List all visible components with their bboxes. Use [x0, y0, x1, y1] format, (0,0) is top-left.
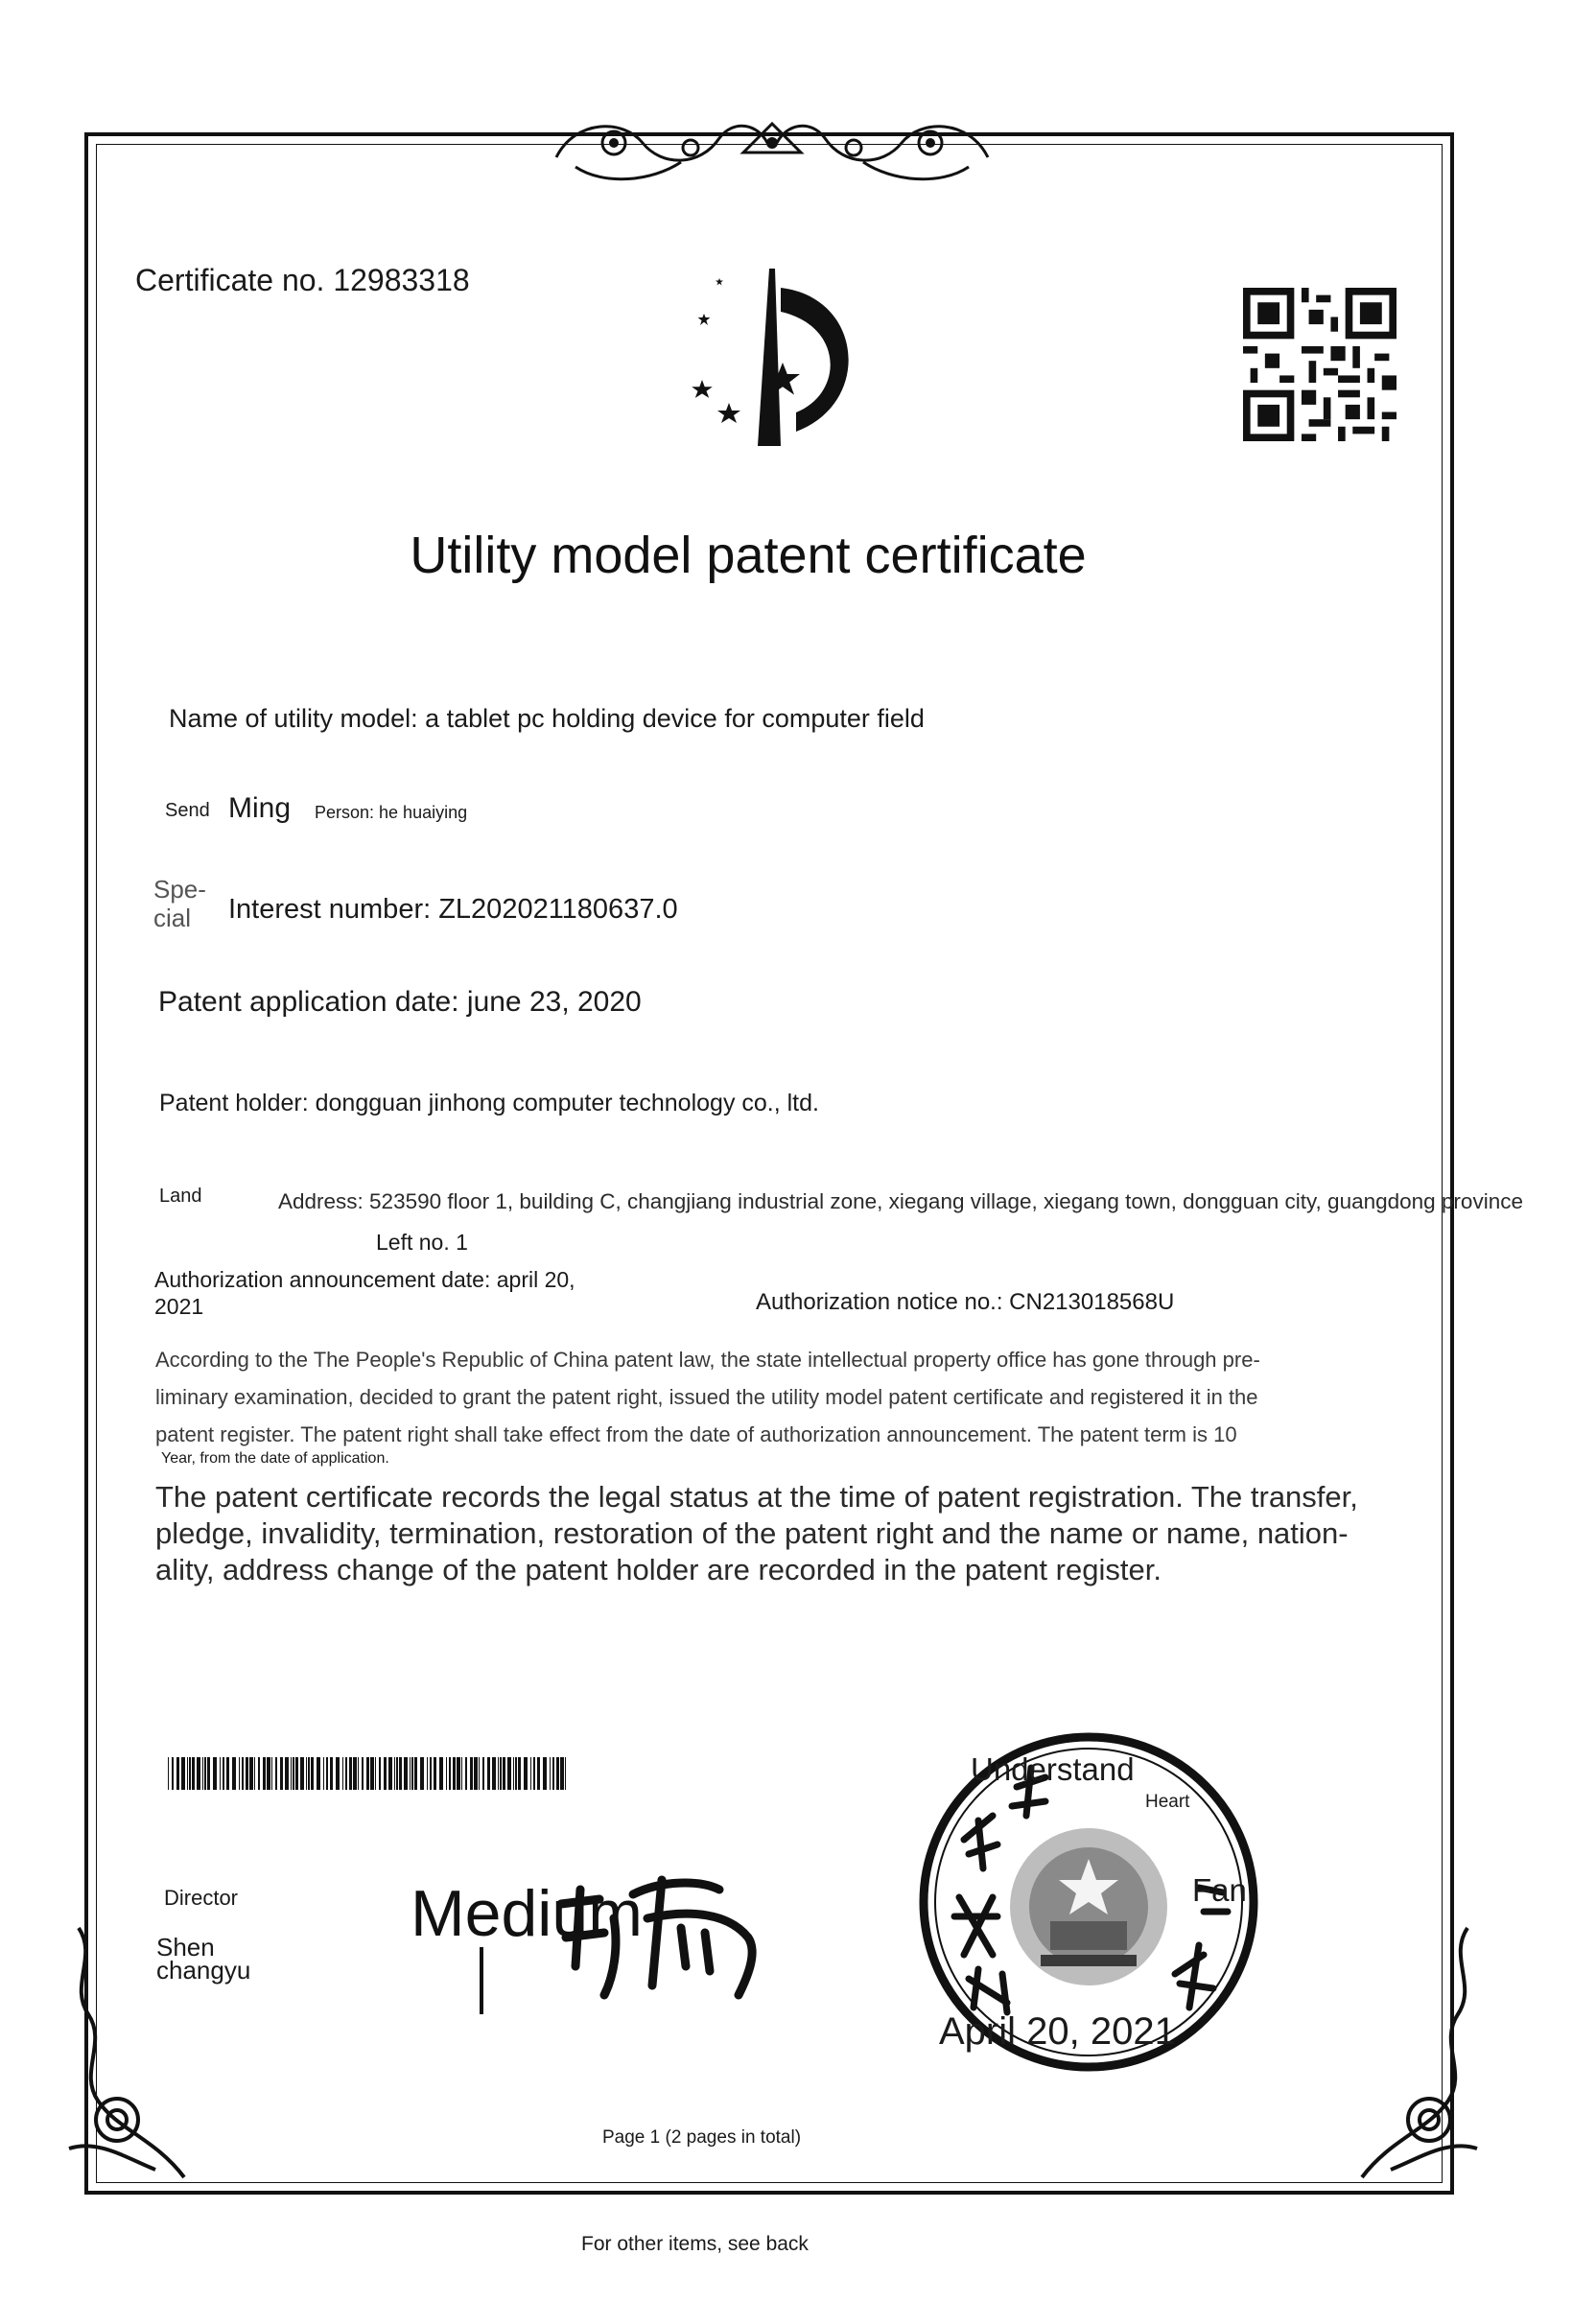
legal-paragraph-1-line: According to the The People's Republic of China patent law, the state intellectual property office has gone through pre-: [155, 1348, 1260, 1372]
seal-heart: Heart: [1145, 1792, 1190, 1812]
special-label-line2: cial: [153, 904, 192, 932]
address: Address: 523590 floor 1, building C, changjiang industrial zone, xiegang village, xiegang town, dongguan city, guangdong province: [278, 1189, 1523, 1213]
utility-model-name: Name of utility model: a tablet pc holding device for computer field: [169, 704, 925, 733]
handwritten-signature: [470, 1861, 777, 2014]
authorization-announcement-line1: Authorization announcement date: april 20,: [154, 1267, 575, 1292]
patent-holder: Patent holder: dongguan jinhong computer technology co., ltd.: [159, 1090, 819, 1116]
land-label: Land: [159, 1186, 202, 1207]
director-name: [156, 1933, 251, 1985]
patent-office-emblem-icon: [652, 259, 902, 451]
footer-note: For other items, see back: [581, 2233, 809, 2255]
barcode-icon: [168, 1757, 571, 1790]
top-ornament-icon: [537, 100, 1007, 192]
director-name-line1: Shen: [156, 1933, 215, 1961]
inventor-person: Person: he huaiying: [315, 803, 468, 822]
director-name-line2: changyu: [156, 1956, 251, 1985]
certificate-title: Utility model patent certificate: [410, 527, 1087, 584]
left-no: Left no. 1: [376, 1230, 468, 1255]
ming-label: Ming: [228, 792, 292, 824]
send-label: Send: [165, 800, 210, 821]
special-label-line1: Spe-: [153, 875, 206, 904]
qr-code-icon: [1243, 288, 1396, 441]
certificate-number: Certificate no. 12983318: [135, 263, 470, 297]
seal-date: April 20, 2021: [939, 2010, 1176, 2053]
seal-fan: Fan: [1192, 1872, 1247, 1908]
legal-paragraph-1-tail: Year, from the date of application.: [161, 1450, 389, 1467]
authorization-announcement-date: [154, 1266, 575, 1320]
authorization-announcement-line2: 2021: [154, 1294, 204, 1319]
legal-paragraph-1-line: patent register. The patent right shall take effect from the date of authorization announcement. The patent term is 10: [155, 1422, 1237, 1446]
application-date: Patent application date: june 23, 2020: [158, 986, 642, 1018]
page-info: Page 1 (2 pages in total): [602, 2127, 802, 2148]
legal-paragraph-2-line: ality, address change of the patent holder are recorded in the patent register.: [155, 1553, 1162, 1586]
seal-understand: Understand: [971, 1751, 1135, 1787]
legal-paragraph-2-line: The patent certificate records the legal status at the time of patent registration. The transfer,: [155, 1480, 1358, 1514]
legal-paragraph-1: [155, 1341, 1260, 1453]
interest-number: Interest number: ZL202021180637.0: [228, 894, 678, 925]
signature-overlay-text: Medium: [411, 1877, 643, 1950]
legal-paragraph-2: [155, 1479, 1358, 1588]
legal-paragraph-1-line: liminary examination, decided to grant the patent right, issued the utility model patent certificate and registered it in the: [155, 1385, 1258, 1409]
director-label: Director: [164, 1886, 239, 1910]
corner-ornament-right-icon: [1343, 1918, 1487, 2187]
authorization-notice-number: Authorization notice no.: CN213018568U: [756, 1289, 1175, 1315]
special-label: [153, 875, 206, 932]
legal-paragraph-2-line: pledge, invalidity, termination, restoration of the patent right and the name or name, nation-: [155, 1516, 1349, 1550]
